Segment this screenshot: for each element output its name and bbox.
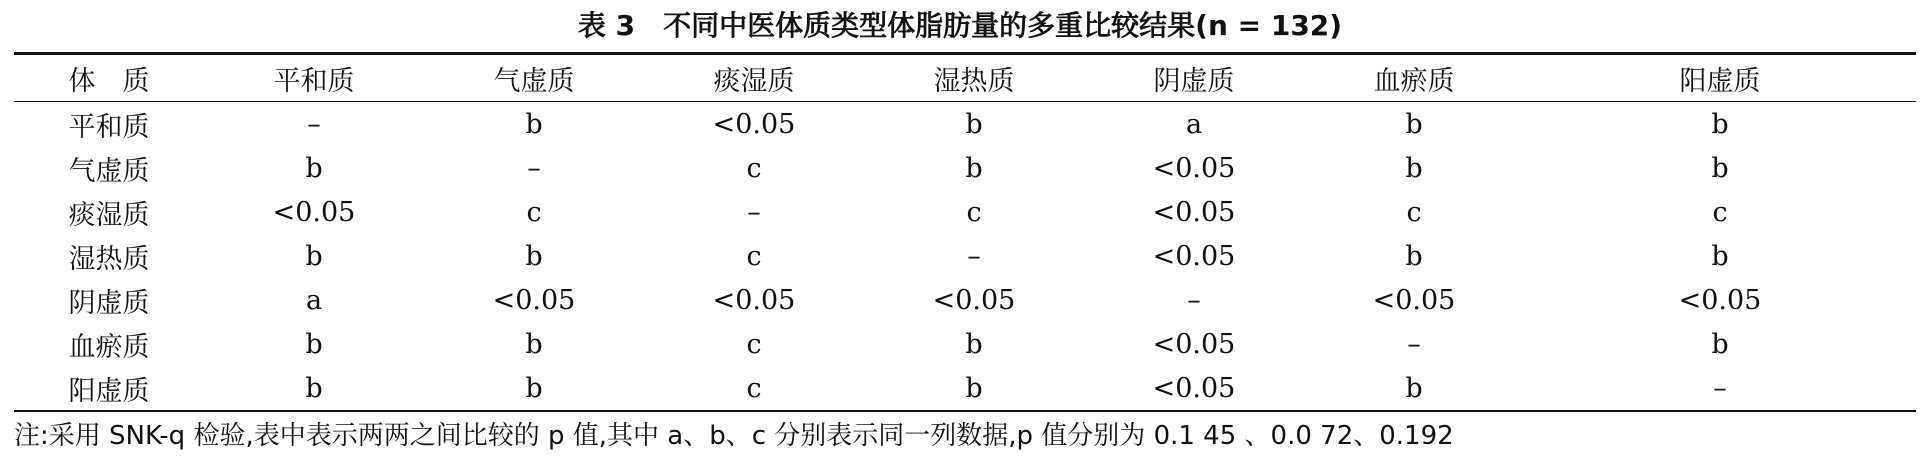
table-cell: <0.05: [1678, 284, 1762, 316]
table-cell: –: [307, 108, 321, 140]
table-cell: b: [965, 108, 983, 140]
table-cell: c: [746, 240, 762, 272]
table-cell: b: [525, 240, 543, 272]
table-cell: b: [305, 240, 323, 272]
table-cell: b: [1711, 328, 1729, 360]
table-cell: b: [1711, 152, 1729, 184]
table-cell: b: [305, 152, 323, 184]
header-cell: 气虚质: [493, 65, 575, 97]
table-cell: b: [1711, 108, 1729, 140]
header-cell: 阴虚质: [1153, 65, 1235, 97]
table-cell: c: [1406, 196, 1422, 228]
table-cell: <0.05: [1152, 372, 1236, 404]
table-cell: b: [525, 328, 543, 360]
table-footnote: 注:采用 SNK-q 检验,表中表示两两之间比较的 p 值,其中 a、b、c 分别表示同一列数据,p 值分别为 0.1 45 、0.0 72、0.192: [14, 421, 1454, 451]
table-cell: b: [1711, 240, 1729, 272]
header-cell: 血瘀质: [1373, 65, 1455, 97]
table-cell: c: [966, 196, 982, 228]
table-cell: –: [1407, 328, 1421, 360]
table-cell: <0.05: [272, 196, 356, 228]
row-label-cell: 气虚质: [68, 155, 150, 187]
table-cell: c: [1712, 196, 1728, 228]
header-cell: 湿热质: [933, 65, 1015, 97]
table-cell: b: [525, 372, 543, 404]
table-header-row: [14, 54, 1916, 102]
table-cell: <0.05: [712, 284, 796, 316]
table-cell: c: [746, 152, 762, 184]
table-cell: c: [746, 372, 762, 404]
table-cell: b: [965, 152, 983, 184]
table-cell: b: [525, 108, 543, 140]
table-row: [14, 234, 1916, 278]
table-row: [14, 366, 1916, 411]
table-number: 表 3: [577, 9, 636, 42]
table-cell: b: [965, 328, 983, 360]
row-label-cell: 湿热质: [68, 243, 150, 275]
header-cell-row-label: 体 质: [68, 65, 150, 97]
table-cell: –: [1187, 284, 1201, 316]
table-cell: –: [1713, 372, 1727, 404]
table-cell: b: [1405, 108, 1423, 140]
row-label-cell: 平和质: [68, 111, 150, 143]
table-cell: <0.05: [492, 284, 576, 316]
header-cell: 平和质: [273, 65, 355, 97]
row-label-cell: 阴虚质: [68, 287, 150, 319]
row-label-cell: 血瘀质: [68, 331, 150, 363]
row-label-cell: 阳虚质: [68, 375, 150, 407]
table-cell: b: [305, 328, 323, 360]
table-cell: b: [305, 372, 323, 404]
table-cell: a: [305, 284, 323, 316]
table-cell: –: [967, 240, 981, 272]
table-row: [14, 278, 1916, 322]
table-cell: a: [1185, 108, 1203, 140]
table-cell: b: [1405, 152, 1423, 184]
comparison-table: [14, 52, 1916, 412]
table-cell: <0.05: [1152, 240, 1236, 272]
table-row: [14, 102, 1916, 147]
row-label-cell: 痰湿质: [68, 199, 150, 231]
table-cell: –: [527, 152, 541, 184]
table-cell: <0.05: [1152, 328, 1236, 360]
table-cell: <0.05: [1372, 284, 1456, 316]
table-cell: c: [526, 196, 542, 228]
table-row: [14, 322, 1916, 366]
table-cell: c: [746, 328, 762, 360]
table-title: 不同中医体质类型体脂肪量的多重比较结果(n = 132): [663, 9, 1343, 42]
table-cell: <0.05: [712, 108, 796, 140]
table-body: [14, 102, 1916, 412]
table-row: [14, 190, 1916, 234]
table-cell: b: [965, 372, 983, 404]
table-cell: <0.05: [1152, 152, 1236, 184]
table-cell: <0.05: [932, 284, 1016, 316]
table-row: [14, 146, 1916, 190]
header-cell: 痰湿质: [713, 65, 795, 97]
table-caption: [0, 6, 1920, 46]
header-cell: 阳虚质: [1679, 65, 1761, 97]
table-cell: b: [1405, 372, 1423, 404]
table-cell: b: [1405, 240, 1423, 272]
table-cell: –: [747, 196, 761, 228]
table-cell: <0.05: [1152, 196, 1236, 228]
